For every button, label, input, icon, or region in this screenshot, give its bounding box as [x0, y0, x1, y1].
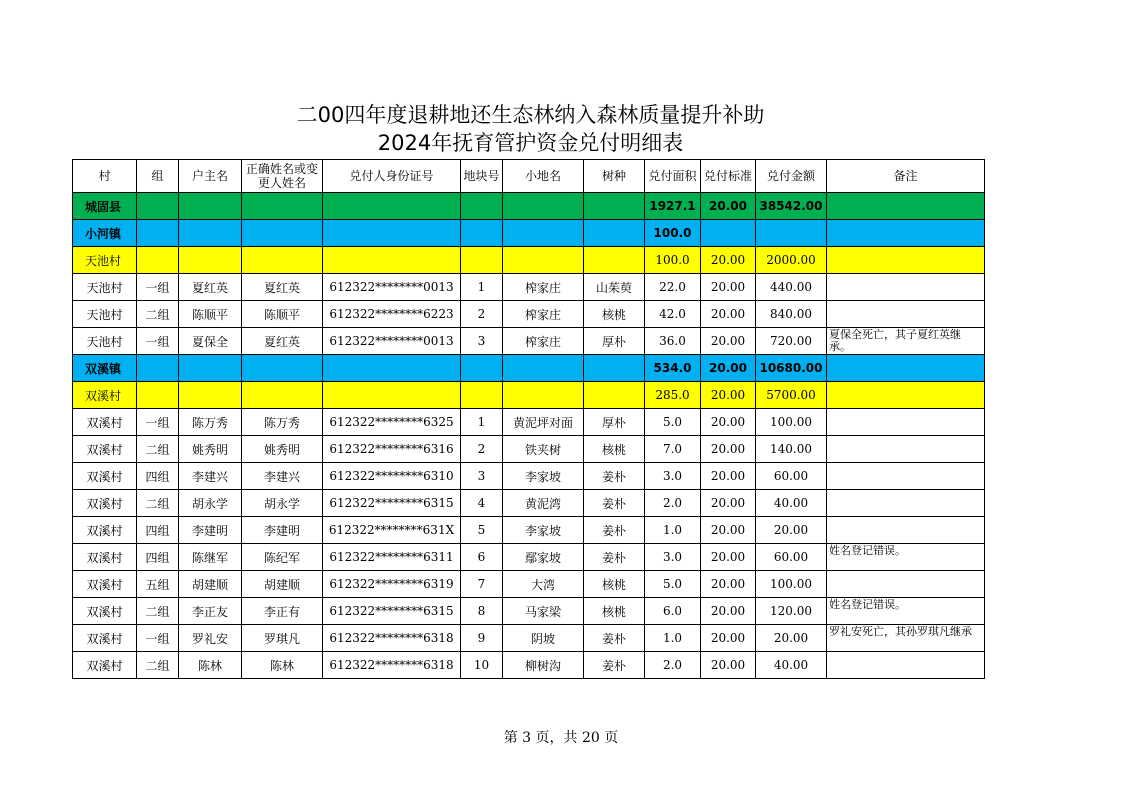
header-id-number: 兑付人身份证号 — [323, 160, 461, 193]
cell-village: 天池村 — [73, 301, 137, 328]
cell-tree-species: 厚朴 — [584, 409, 645, 436]
cell-rate: 20.00 — [701, 436, 756, 463]
summary-empty-cell — [503, 382, 584, 409]
cell-correct-name: 李正有 — [242, 598, 323, 625]
cell-plot-no: 10 — [461, 652, 503, 679]
summary-label: 双溪村 — [73, 382, 137, 409]
cell-correct-name: 李建明 — [242, 517, 323, 544]
cell-group: 二组 — [137, 598, 179, 625]
cell-owner: 罗礼安 — [179, 625, 242, 652]
cell-area: 5.0 — [645, 571, 701, 598]
summary-rate: 20.00 — [701, 247, 756, 274]
cell-rate: 20.00 — [701, 517, 756, 544]
town-summary-row — [73, 220, 985, 247]
header-correct-name: 正确姓名或变更人姓名 — [242, 160, 323, 193]
table-row — [73, 274, 985, 301]
cell-note — [827, 652, 985, 679]
cell-tree-species: 姜朴 — [584, 517, 645, 544]
cell-plot-no: 3 — [461, 328, 503, 355]
summary-rate: 20.00 — [701, 355, 756, 382]
summary-empty-cell — [323, 382, 461, 409]
summary-empty-cell — [179, 220, 242, 247]
header-tree-species: 树种 — [584, 160, 645, 193]
summary-empty-cell — [242, 247, 323, 274]
cell-owner: 陈林 — [179, 652, 242, 679]
summary-rate: 20.00 — [701, 193, 756, 220]
cell-group: 四组 — [137, 517, 179, 544]
cell-group: 五组 — [137, 571, 179, 598]
cell-village: 双溪村 — [73, 436, 137, 463]
cell-area: 42.0 — [645, 301, 701, 328]
cell-village: 双溪村 — [73, 463, 137, 490]
cell-village: 双溪村 — [73, 544, 137, 571]
cell-plot-no: 9 — [461, 625, 503, 652]
cell-village: 双溪村 — [73, 598, 137, 625]
summary-label: 小河镇 — [73, 220, 137, 247]
table-row — [73, 328, 985, 355]
cell-rate: 20.00 — [701, 328, 756, 355]
summary-empty-cell — [461, 193, 503, 220]
summary-empty-cell — [461, 382, 503, 409]
summary-rate: 20.00 — [701, 382, 756, 409]
cell-village: 双溪村 — [73, 625, 137, 652]
cell-correct-name: 夏红英 — [242, 274, 323, 301]
cell-note: 夏保全死亡，其子夏红英继承。 — [827, 328, 985, 355]
cell-owner: 陈顺平 — [179, 301, 242, 328]
cell-rate: 20.00 — [701, 544, 756, 571]
cell-area: 3.0 — [645, 544, 701, 571]
summary-empty-cell — [584, 355, 645, 382]
summary-amount: 10680.00 — [756, 355, 827, 382]
cell-area: 2.0 — [645, 652, 701, 679]
cell-area: 2.0 — [645, 490, 701, 517]
cell-id-number: 612322********6319 — [323, 571, 461, 598]
cell-amount: 840.00 — [756, 301, 827, 328]
cell-rate: 20.00 — [701, 463, 756, 490]
cell-amount: 100.00 — [756, 409, 827, 436]
cell-amount: 20.00 — [756, 517, 827, 544]
cell-amount: 60.00 — [756, 544, 827, 571]
cell-area: 7.0 — [645, 436, 701, 463]
table-row — [73, 625, 985, 652]
cell-area: 5.0 — [645, 409, 701, 436]
cell-place-name: 李家坡 — [503, 463, 584, 490]
cell-amount: 40.00 — [756, 652, 827, 679]
cell-group: 一组 — [137, 625, 179, 652]
summary-empty-cell — [242, 355, 323, 382]
cell-village: 双溪村 — [73, 409, 137, 436]
cell-amount: 440.00 — [756, 274, 827, 301]
cell-note — [827, 571, 985, 598]
cell-amount: 140.00 — [756, 436, 827, 463]
cell-plot-no: 2 — [461, 436, 503, 463]
village-summary-row — [73, 247, 985, 274]
summary-empty-cell — [137, 220, 179, 247]
header-note: 备注 — [827, 160, 985, 193]
summary-empty-cell — [503, 247, 584, 274]
cell-amount: 100.00 — [756, 571, 827, 598]
cell-plot-no: 1 — [461, 409, 503, 436]
cell-plot-no: 3 — [461, 463, 503, 490]
cell-correct-name: 胡建顺 — [242, 571, 323, 598]
cell-place-name: 阴坡 — [503, 625, 584, 652]
cell-id-number: 612322********6318 — [323, 652, 461, 679]
cell-tree-species: 姜朴 — [584, 625, 645, 652]
cell-place-name: 柳树沟 — [503, 652, 584, 679]
cell-rate: 20.00 — [701, 490, 756, 517]
cell-note: 姓名登记错误。 — [827, 544, 985, 571]
cell-rate: 20.00 — [701, 625, 756, 652]
cell-place-name: 马家梁 — [503, 598, 584, 625]
cell-note — [827, 463, 985, 490]
summary-empty-cell — [323, 220, 461, 247]
summary-empty-cell — [137, 193, 179, 220]
cell-tree-species: 山茱萸 — [584, 274, 645, 301]
summary-note — [827, 382, 985, 409]
page-subtitle: 2024年抚育管护资金兑付明细表 — [377, 131, 684, 155]
cell-group: 一组 — [137, 328, 179, 355]
summary-empty-cell — [242, 193, 323, 220]
table-row — [73, 490, 985, 517]
summary-note — [827, 193, 985, 220]
cell-rate: 20.00 — [701, 274, 756, 301]
cell-tree-species: 姜朴 — [584, 652, 645, 679]
page-number: 第 3 页，共 20 页 — [503, 730, 619, 746]
cell-area: 3.0 — [645, 463, 701, 490]
county-summary-row — [73, 193, 985, 220]
summary-label: 城固县 — [73, 193, 137, 220]
header-plot-no: 地块号 — [461, 160, 503, 193]
cell-note — [827, 409, 985, 436]
summary-empty-cell — [584, 193, 645, 220]
cell-owner: 胡永学 — [179, 490, 242, 517]
cell-plot-no: 7 — [461, 571, 503, 598]
summary-note — [827, 220, 985, 247]
cell-area: 1.0 — [645, 517, 701, 544]
cell-owner: 李建明 — [179, 517, 242, 544]
cell-amount: 120.00 — [756, 598, 827, 625]
cell-owner: 李建兴 — [179, 463, 242, 490]
cell-tree-species: 核桃 — [584, 571, 645, 598]
cell-id-number: 612322********6223 — [323, 301, 461, 328]
cell-correct-name: 陈纪军 — [242, 544, 323, 571]
summary-empty-cell — [584, 247, 645, 274]
cell-area: 1.0 — [645, 625, 701, 652]
table-row — [73, 598, 985, 625]
cell-owner: 夏红英 — [179, 274, 242, 301]
village-summary-row — [73, 382, 985, 409]
cell-village: 双溪村 — [73, 652, 137, 679]
cell-id-number: 612322********6315 — [323, 490, 461, 517]
cell-id-number: 612322********0013 — [323, 328, 461, 355]
cell-tree-species: 姜朴 — [584, 490, 645, 517]
cell-group: 二组 — [137, 490, 179, 517]
cell-note — [827, 436, 985, 463]
summary-note — [827, 355, 985, 382]
summary-empty-cell — [323, 355, 461, 382]
summary-empty-cell — [503, 193, 584, 220]
cell-group: 四组 — [137, 463, 179, 490]
cell-note — [827, 490, 985, 517]
cell-place-name: 大湾 — [503, 571, 584, 598]
summary-empty-cell — [179, 193, 242, 220]
cell-group: 一组 — [137, 274, 179, 301]
cell-plot-no: 4 — [461, 490, 503, 517]
table-row — [73, 652, 985, 679]
cell-correct-name: 胡永学 — [242, 490, 323, 517]
cell-place-name: 铁夹树 — [503, 436, 584, 463]
cell-rate: 20.00 — [701, 301, 756, 328]
cell-correct-name: 姚秀明 — [242, 436, 323, 463]
cell-rate: 20.00 — [701, 598, 756, 625]
summary-amount — [756, 220, 827, 247]
summary-amount: 38542.00 — [756, 193, 827, 220]
cell-plot-no: 6 — [461, 544, 503, 571]
cell-village: 双溪村 — [73, 517, 137, 544]
summary-empty-cell — [323, 193, 461, 220]
cell-tree-species: 核桃 — [584, 598, 645, 625]
cell-correct-name: 陈万秀 — [242, 409, 323, 436]
cell-owner: 夏保全 — [179, 328, 242, 355]
cell-correct-name: 陈顺平 — [242, 301, 323, 328]
header-village: 村 — [73, 160, 137, 193]
summary-empty-cell — [179, 382, 242, 409]
cell-correct-name: 李建兴 — [242, 463, 323, 490]
summary-amount: 5700.00 — [756, 382, 827, 409]
summary-empty-cell — [584, 220, 645, 247]
summary-area: 285.0 — [645, 382, 701, 409]
cell-correct-name: 罗琪凡 — [242, 625, 323, 652]
cell-village: 天池村 — [73, 274, 137, 301]
table-row — [73, 463, 985, 490]
table-row — [73, 517, 985, 544]
cell-place-name: 榨家庄 — [503, 301, 584, 328]
cell-place-name: 李家坡 — [503, 517, 584, 544]
cell-note: 姓名登记错误。 — [827, 598, 985, 625]
header-amount: 兑付金额 — [756, 160, 827, 193]
summary-empty-cell — [137, 382, 179, 409]
summary-empty-cell — [242, 382, 323, 409]
header-row — [73, 160, 985, 193]
table-row — [73, 436, 985, 463]
cell-correct-name: 陈林 — [242, 652, 323, 679]
summary-area: 534.0 — [645, 355, 701, 382]
table-row — [73, 409, 985, 436]
cell-group: 一组 — [137, 409, 179, 436]
table-row — [73, 544, 985, 571]
summary-label: 天池村 — [73, 247, 137, 274]
cell-note — [827, 517, 985, 544]
summary-empty-cell — [584, 382, 645, 409]
cell-amount: 60.00 — [756, 463, 827, 490]
summary-area: 100.0 — [645, 247, 701, 274]
cell-note — [827, 274, 985, 301]
cell-village: 双溪村 — [73, 490, 137, 517]
cell-rate: 20.00 — [701, 652, 756, 679]
cell-group: 二组 — [137, 652, 179, 679]
cell-id-number: 612322********6325 — [323, 409, 461, 436]
cell-owner: 陈万秀 — [179, 409, 242, 436]
summary-empty-cell — [242, 220, 323, 247]
summary-empty-cell — [137, 355, 179, 382]
cell-place-name: 黄泥湾 — [503, 490, 584, 517]
cell-id-number: 612322********6316 — [323, 436, 461, 463]
page-title: 二00四年度退耕地还生态林纳入森林质量提升补助 — [296, 103, 765, 127]
cell-note — [827, 301, 985, 328]
cell-tree-species: 姜朴 — [584, 544, 645, 571]
header-owner: 户主名 — [179, 160, 242, 193]
cell-id-number: 612322********631X — [323, 517, 461, 544]
summary-empty-cell — [503, 355, 584, 382]
summary-empty-cell — [323, 247, 461, 274]
cell-village: 天池村 — [73, 328, 137, 355]
cell-owner: 陈继军 — [179, 544, 242, 571]
cell-tree-species: 核桃 — [584, 436, 645, 463]
cell-area: 6.0 — [645, 598, 701, 625]
cell-group: 二组 — [137, 436, 179, 463]
cell-correct-name: 夏红英 — [242, 328, 323, 355]
cell-plot-no: 2 — [461, 301, 503, 328]
cell-id-number: 612322********0013 — [323, 274, 461, 301]
summary-empty-cell — [461, 220, 503, 247]
cell-plot-no: 5 — [461, 517, 503, 544]
summary-amount: 2000.00 — [756, 247, 827, 274]
summary-empty-cell — [137, 247, 179, 274]
cell-group: 二组 — [137, 301, 179, 328]
cell-amount: 720.00 — [756, 328, 827, 355]
summary-empty-cell — [179, 247, 242, 274]
cell-area: 36.0 — [645, 328, 701, 355]
header-group: 组 — [137, 160, 179, 193]
cell-rate: 20.00 — [701, 409, 756, 436]
summary-empty-cell — [461, 355, 503, 382]
payment-detail-table — [72, 159, 985, 679]
summary-empty-cell — [503, 220, 584, 247]
table-row — [73, 571, 985, 598]
cell-place-name: 榨家庄 — [503, 274, 584, 301]
summary-rate — [701, 220, 756, 247]
cell-tree-species: 核桃 — [584, 301, 645, 328]
header-place-name: 小地名 — [503, 160, 584, 193]
town-summary-row — [73, 355, 985, 382]
cell-owner: 胡建顺 — [179, 571, 242, 598]
summary-area: 1927.1 — [645, 193, 701, 220]
summary-label: 双溪镇 — [73, 355, 137, 382]
cell-owner: 姚秀明 — [179, 436, 242, 463]
cell-group: 四组 — [137, 544, 179, 571]
cell-rate: 20.00 — [701, 571, 756, 598]
summary-empty-cell — [461, 247, 503, 274]
cell-place-name: 鄢家坡 — [503, 544, 584, 571]
cell-note: 罗礼安死亡，其孙罗琪凡继承 — [827, 625, 985, 652]
cell-id-number: 612322********6310 — [323, 463, 461, 490]
summary-area: 100.0 — [645, 220, 701, 247]
cell-amount: 20.00 — [756, 625, 827, 652]
cell-tree-species: 厚朴 — [584, 328, 645, 355]
cell-place-name: 黄泥坪对面 — [503, 409, 584, 436]
cell-area: 22.0 — [645, 274, 701, 301]
summary-empty-cell — [179, 355, 242, 382]
table-row — [73, 301, 985, 328]
cell-owner: 李正友 — [179, 598, 242, 625]
cell-amount: 40.00 — [756, 490, 827, 517]
cell-plot-no: 8 — [461, 598, 503, 625]
header-rate: 兑付标准 — [701, 160, 756, 193]
cell-plot-no: 1 — [461, 274, 503, 301]
cell-id-number: 612322********6315 — [323, 598, 461, 625]
cell-id-number: 612322********6318 — [323, 625, 461, 652]
summary-note — [827, 247, 985, 274]
cell-village: 双溪村 — [73, 571, 137, 598]
cell-tree-species: 姜朴 — [584, 463, 645, 490]
cell-id-number: 612322********6311 — [323, 544, 461, 571]
cell-place-name: 榨家庄 — [503, 328, 584, 355]
header-area: 兑付面积 — [645, 160, 701, 193]
